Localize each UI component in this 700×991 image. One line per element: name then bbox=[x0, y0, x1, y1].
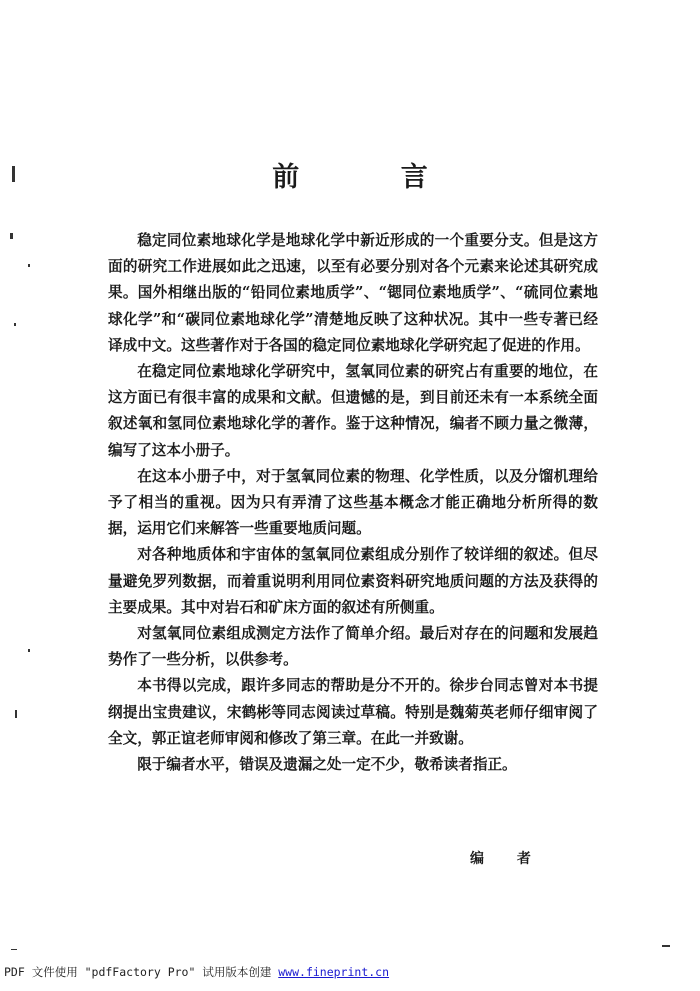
scan-mark bbox=[12, 166, 15, 182]
scan-mark bbox=[662, 945, 670, 947]
pdf-footer bbox=[4, 964, 389, 980]
paragraph: 在这本小册子中，对于氢氧同位素的物理、化学性质，以及分馏机理给予了相当的重视。因为只有弄清了这些基本概念才能正确地分析所得的数据，运用它们来解答一些重要地质问题。 bbox=[108, 467, 598, 538]
paragraph: 本书得以完成，跟许多同志的帮助是分不开的。徐步台同志曾对本书提纲提出宝贵建议，宋鹤彬等同志阅读过草稿。特别是魏菊英老师仔细审阅了全文，郭正谊老师审阅和修改了第三章。在此一并致谢。 bbox=[108, 677, 598, 747]
footer-link[interactable]: www.fineprint.cn bbox=[278, 965, 390, 979]
scan-mark bbox=[11, 949, 17, 950]
scan-mark bbox=[14, 323, 16, 326]
page-title: 前 言 bbox=[272, 162, 474, 193]
paragraph: 对各种地质体和宇宙体的氢氧同位素组成分别作了较详细的叙述。但尽量避免罗列数据，而着重说明利用同位素资料研究地质问题的方法及获得的主要成果。其中对岩石和矿床方面的叙述有所侧重。 bbox=[108, 546, 598, 616]
paragraph: 在稳定同位素地球化学研究中，氢氧同位素的研究占有重要的地位，在这方面已有很丰富的成果和文献。但遗憾的是，到目前还未有一本系统全面叙述氧和氢同位素地球化学的著作。鉴于这种情况，编者不顾力量之微薄，编写了这本小册子。 bbox=[108, 363, 598, 459]
scan-mark bbox=[28, 264, 30, 267]
scan-mark bbox=[28, 649, 30, 652]
paragraph: 稳定同位素地球化学是地球化学中新近形成的一个重要分支。但是这方面的研究工作进展如此之迅速，以至有必要分别对各个元素来论述其研究成果。国外相继出版的“铅同位素地质学”、“锶同位素地质学”、“硫同位素地球化学”和“碳同位素地球化学”清楚地反映了这种状况。其中一些专著已经译成中文。这些著作对于各国的稳定同位素地球化学研究起了促进的作用。 bbox=[108, 232, 598, 354]
paragraph: 对氢氧同位素组成测定方法作了简单介绍。最后对存在的问题和发展趋势作了一些分析，以供参考。 bbox=[108, 625, 598, 669]
scan-mark bbox=[15, 710, 17, 718]
footer-text: PDF 文件使用 "pdfFactory Pro" 试用版本创建 bbox=[4, 965, 279, 979]
scan-mark bbox=[10, 233, 13, 239]
preface-body bbox=[108, 228, 598, 778]
paragraph: 限于编者水平，错误及遗漏之处一定不少，敬希读者指正。 bbox=[137, 756, 517, 774]
signature: 编 者 bbox=[470, 851, 545, 867]
